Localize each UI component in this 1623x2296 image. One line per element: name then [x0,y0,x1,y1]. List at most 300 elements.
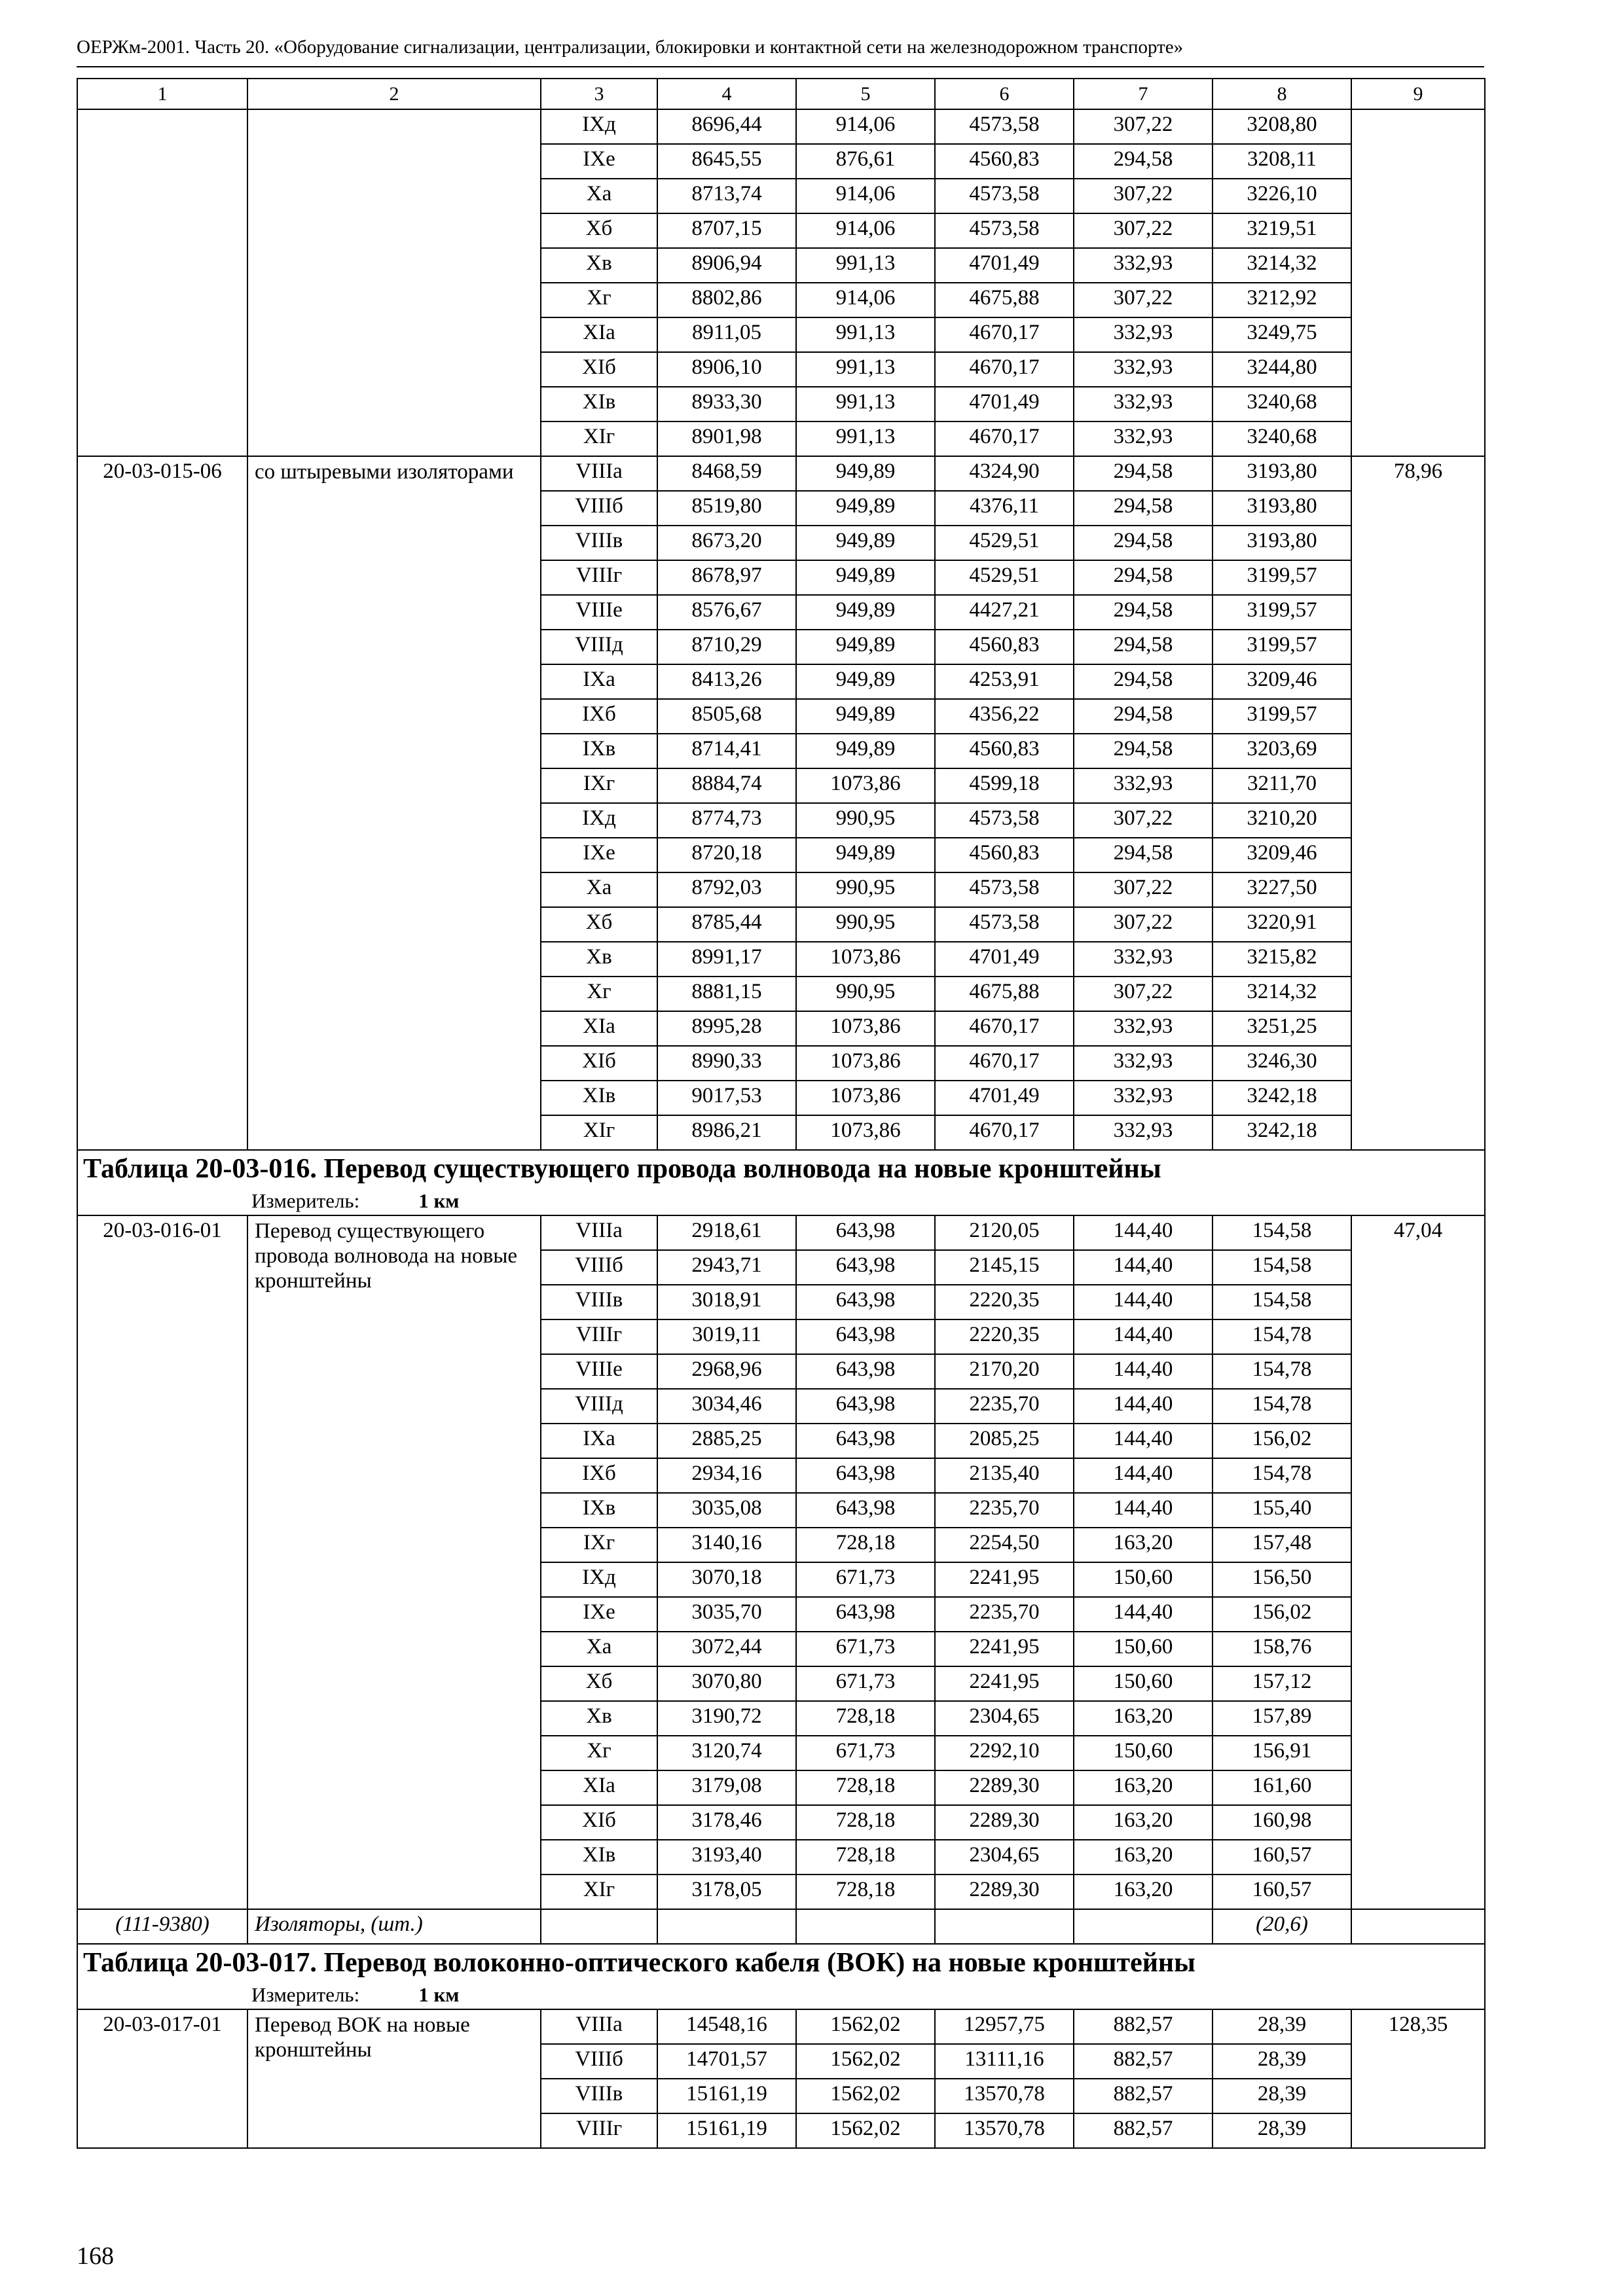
material-cell: 155,40 [1213,1493,1351,1528]
wage-cell: 914,06 [796,213,935,248]
item-code: 20-03-017-01 [77,2009,247,2148]
machine-cell: 2170,20 [935,1354,1074,1389]
wage-cell: 949,89 [796,734,935,768]
unit-value: 1 км [418,1189,460,1212]
zone-cell: IXд [541,1562,657,1597]
zone-cell: Xа [541,179,657,213]
total-cost-cell: 8505,68 [657,699,796,734]
table-title-row [77,1944,1485,1982]
table-row [77,109,1485,144]
unit-row [77,1982,1485,2009]
unit-label: Измеритель: [251,1189,360,1212]
driver-wage-cell: 144,40 [1074,1354,1213,1389]
total-cost-cell: 8990,33 [657,1046,796,1081]
machine-cell: 13111,16 [935,2044,1074,2079]
wage-cell: 728,18 [796,1701,935,1736]
material-cell: 154,78 [1213,1319,1351,1354]
driver-wage-cell: 294,58 [1074,699,1213,734]
total-cost-cell: 8413,26 [657,664,796,699]
driver-wage-cell: 163,20 [1074,1840,1213,1874]
total-cost-cell: 8710,29 [657,630,796,664]
wage-cell: 914,06 [796,179,935,213]
driver-wage-cell: 882,57 [1074,2009,1213,2044]
driver-wage-cell: 307,22 [1074,283,1213,317]
machine-cell: 4376,11 [935,491,1074,526]
zone-cell: Xг [541,977,657,1011]
material-cell: 3244,80 [1213,352,1351,387]
column-number: 1 [77,79,247,109]
wage-cell: 643,98 [796,1389,935,1424]
zone-cell: VIIIе [541,595,657,630]
zone-cell: VIIIг [541,1319,657,1354]
zone-cell: Xв [541,1701,657,1736]
machine-cell: 4560,83 [935,630,1074,664]
column-number: 8 [1213,79,1351,109]
total-cost-cell: 8774,73 [657,803,796,838]
zone-cell: VIIIд [541,1389,657,1424]
total-cost-cell: 8720,18 [657,838,796,872]
machine-cell: 4670,17 [935,1011,1074,1046]
total-cost-cell: 8933,30 [657,387,796,422]
total-cost-cell: 3179,08 [657,1770,796,1805]
zone-cell: IXг [541,1528,657,1562]
zone-cell: IXа [541,664,657,699]
zone-cell: IXа [541,1424,657,1458]
material-cell: 3193,80 [1213,491,1351,526]
empty-cell [1074,1909,1213,1944]
total-cost-cell: 8714,41 [657,734,796,768]
driver-wage-cell: 163,20 [1074,1874,1213,1909]
machine-cell: 2292,10 [935,1736,1074,1770]
material-code: (111-9380) [77,1909,247,1944]
machine-cell: 4573,58 [935,907,1074,942]
zone-cell: IXе [541,838,657,872]
item-name: Перевод существующего провода волновода на новые кронштейны [247,1215,541,1909]
zone-cell: Xв [541,942,657,977]
material-row [77,1909,1485,1944]
wage-cell: 991,13 [796,317,935,352]
empty-cell [935,1909,1074,1944]
unit-cell [77,1189,1485,1215]
wage-cell: 949,89 [796,456,935,491]
zone-cell: IXв [541,1493,657,1528]
table-title: Таблица 20-03-016. Перевод существующего провода волновода на новые кронштейны [77,1150,1485,1189]
machine-cell: 4701,49 [935,942,1074,977]
material-cell: 156,02 [1213,1597,1351,1632]
total-cost-cell: 9017,53 [657,1081,796,1115]
zone-cell: XIг [541,1874,657,1909]
material-name: Изоляторы, (шт.) [247,1909,541,1944]
driver-wage-cell: 294,58 [1074,664,1213,699]
material-cell: 28,39 [1213,2113,1351,2148]
wage-cell: 728,18 [796,1770,935,1805]
driver-wage-cell: 332,93 [1074,352,1213,387]
total-cost-cell: 8911,05 [657,317,796,352]
total-cost-cell: 8881,15 [657,977,796,1011]
column-number: 3 [541,79,657,109]
machine-cell: 12957,75 [935,2009,1074,2044]
driver-wage-cell: 144,40 [1074,1597,1213,1632]
total-cost-cell: 8901,98 [657,422,796,456]
wage-cell: 643,98 [796,1285,935,1319]
wage-cell: 1073,86 [796,1046,935,1081]
total-cost-cell: 3120,74 [657,1736,796,1770]
wage-cell: 728,18 [796,1805,935,1840]
material-cell: 3212,92 [1213,283,1351,317]
total-cost-cell: 8906,94 [657,248,796,283]
driver-wage-cell: 882,57 [1074,2044,1213,2079]
machine-cell: 2220,35 [935,1319,1074,1354]
machine-cell: 2289,30 [935,1805,1074,1840]
name-cell [247,109,541,456]
machine-cell: 4670,17 [935,352,1074,387]
code-cell [77,109,247,456]
driver-wage-cell: 332,93 [1074,1081,1213,1115]
empty-cell [796,1909,935,1944]
driver-wage-cell: 163,20 [1074,1805,1213,1840]
zone-cell: Xв [541,248,657,283]
machine-cell: 4427,21 [935,595,1074,630]
zone-cell: IXд [541,109,657,144]
driver-wage-cell: 144,40 [1074,1493,1213,1528]
material-cell: 157,89 [1213,1701,1351,1736]
wage-cell: 1562,02 [796,2009,935,2044]
zone-cell: Xг [541,1736,657,1770]
wage-cell: 949,89 [796,595,935,630]
total-cost-cell: 2918,61 [657,1215,796,1250]
total-cost-cell: 8576,67 [657,595,796,630]
price-table [77,78,1486,2149]
driver-wage-cell: 294,58 [1074,595,1213,630]
zone-cell: XIб [541,1805,657,1840]
material-cell: 3209,46 [1213,664,1351,699]
zone-cell: VIIIв [541,1285,657,1319]
item-code: 20-03-015-06 [77,456,247,1150]
material-cell: 160,57 [1213,1840,1351,1874]
zone-cell: XIв [541,387,657,422]
empty-cell [1351,1909,1485,1944]
material-cell: 3203,69 [1213,734,1351,768]
column-number: 6 [935,79,1074,109]
driver-wage-cell: 307,22 [1074,179,1213,213]
material-cell: 3199,57 [1213,630,1351,664]
item-code: 20-03-016-01 [77,1215,247,1909]
machine-cell: 2289,30 [935,1874,1074,1909]
wage-cell: 671,73 [796,1632,935,1666]
zone-cell: VIIIа [541,456,657,491]
page-number: 168 [77,2242,114,2270]
column-number: 2 [247,79,541,109]
machine-cell: 2145,15 [935,1250,1074,1285]
driver-wage-cell: 882,57 [1074,2079,1213,2113]
material-cell: 3214,32 [1213,977,1351,1011]
material-cell: 3208,80 [1213,109,1351,144]
machine-cell: 4701,49 [935,1081,1074,1115]
wage-cell: 949,89 [796,664,935,699]
machine-cell: 4599,18 [935,768,1074,803]
driver-wage-cell: 332,93 [1074,1046,1213,1081]
zone-cell: Xг [541,283,657,317]
item-name: со штыревыми изоляторами [247,456,541,1150]
driver-wage-cell: 307,22 [1074,213,1213,248]
zone-cell: IXб [541,1458,657,1493]
driver-wage-cell: 150,60 [1074,1736,1213,1770]
driver-wage-cell: 144,40 [1074,1458,1213,1493]
zone-cell: VIIIе [541,1354,657,1389]
total-cost-cell: 8995,28 [657,1011,796,1046]
labor-cell: 128,35 [1351,2009,1485,2148]
column-number: 5 [796,79,935,109]
machine-cell: 4529,51 [935,526,1074,560]
material-cell: 3214,32 [1213,248,1351,283]
driver-wage-cell: 294,58 [1074,491,1213,526]
machine-cell: 4573,58 [935,872,1074,907]
total-cost-cell: 8884,74 [657,768,796,803]
machine-cell: 13570,78 [935,2079,1074,2113]
material-cell: 3193,80 [1213,526,1351,560]
machine-cell: 4573,58 [935,109,1074,144]
total-cost-cell: 3070,18 [657,1562,796,1597]
driver-wage-cell: 163,20 [1074,1701,1213,1736]
machine-cell: 4529,51 [935,560,1074,595]
wage-cell: 671,73 [796,1666,935,1701]
material-cell: 3246,30 [1213,1046,1351,1081]
machine-cell: 4324,90 [935,456,1074,491]
total-cost-cell: 3070,80 [657,1666,796,1701]
driver-wage-cell: 332,93 [1074,942,1213,977]
machine-cell: 4560,83 [935,838,1074,872]
machine-cell: 13570,78 [935,2113,1074,2148]
machine-cell: 4670,17 [935,1046,1074,1081]
driver-wage-cell: 150,60 [1074,1562,1213,1597]
wage-cell: 914,06 [796,283,935,317]
zone-cell: VIIIб [541,1250,657,1285]
zone-cell: VIIIд [541,630,657,664]
table-row [77,1215,1485,1250]
material-cell: 3240,68 [1213,387,1351,422]
zone-cell: XIв [541,1081,657,1115]
machine-cell: 2085,25 [935,1424,1074,1458]
labor-cell [1351,109,1485,456]
material-cell: 3251,25 [1213,1011,1351,1046]
material-cell: 3219,51 [1213,213,1351,248]
wage-cell: 990,95 [796,803,935,838]
wage-cell: 643,98 [796,1424,935,1458]
total-cost-cell: 3035,70 [657,1597,796,1632]
unit-cell [77,1982,1485,2009]
labor-cell: 47,04 [1351,1215,1485,1909]
zone-cell: XIа [541,317,657,352]
total-cost-cell: 3193,40 [657,1840,796,1874]
machine-cell: 2135,40 [935,1458,1074,1493]
zone-cell: VIIIа [541,2009,657,2044]
machine-cell: 2241,95 [935,1666,1074,1701]
driver-wage-cell: 332,93 [1074,1115,1213,1150]
zone-cell: XIб [541,1046,657,1081]
machine-cell: 4701,49 [935,248,1074,283]
column-number-row [77,79,1485,109]
material-cell: 156,91 [1213,1736,1351,1770]
machine-cell: 4253,91 [935,664,1074,699]
wage-cell: 728,18 [796,1528,935,1562]
machine-cell: 2120,05 [935,1215,1074,1250]
zone-cell: Xб [541,1666,657,1701]
zone-cell: XIг [541,422,657,456]
machine-cell: 2235,70 [935,1389,1074,1424]
total-cost-cell: 15161,19 [657,2079,796,2113]
total-cost-cell: 8792,03 [657,872,796,907]
column-number: 7 [1074,79,1213,109]
driver-wage-cell: 144,40 [1074,1215,1213,1250]
zone-cell: XIг [541,1115,657,1150]
machine-cell: 2241,95 [935,1562,1074,1597]
labor-cell: 78,96 [1351,456,1485,1150]
driver-wage-cell: 332,93 [1074,422,1213,456]
driver-wage-cell: 307,22 [1074,872,1213,907]
machine-cell: 4701,49 [935,387,1074,422]
wage-cell: 643,98 [796,1319,935,1354]
material-cell: 158,76 [1213,1632,1351,1666]
total-cost-cell: 3178,46 [657,1805,796,1840]
zone-cell: VIIIг [541,2113,657,2148]
total-cost-cell: 8906,10 [657,352,796,387]
wage-cell: 1562,02 [796,2113,935,2148]
wage-cell: 949,89 [796,630,935,664]
total-cost-cell: 8696,44 [657,109,796,144]
total-cost-cell: 8673,20 [657,526,796,560]
material-cell: 154,78 [1213,1354,1351,1389]
driver-wage-cell: 332,93 [1074,248,1213,283]
material-cell: 3193,80 [1213,456,1351,491]
total-cost-cell: 3190,72 [657,1701,796,1736]
driver-wage-cell: 307,22 [1074,907,1213,942]
zone-cell: IXе [541,144,657,179]
total-cost-cell: 3019,11 [657,1319,796,1354]
driver-wage-cell: 150,60 [1074,1666,1213,1701]
driver-wage-cell: 882,57 [1074,2113,1213,2148]
total-cost-cell: 3178,05 [657,1874,796,1909]
material-cell: 160,98 [1213,1805,1351,1840]
driver-wage-cell: 307,22 [1074,803,1213,838]
zone-cell: XIа [541,1011,657,1046]
material-cell: 3215,82 [1213,942,1351,977]
zone-cell: VIIIв [541,526,657,560]
empty-cell [541,1909,657,1944]
zone-cell: Xб [541,213,657,248]
table-title: Таблица 20-03-017. Перевод волоконно-оптического кабеля (ВОК) на новые кронштейны [77,1944,1485,1982]
machine-cell: 2304,65 [935,1840,1074,1874]
material-cell: 154,58 [1213,1215,1351,1250]
zone-cell: XIа [541,1770,657,1805]
wage-cell: 990,95 [796,872,935,907]
driver-wage-cell: 332,93 [1074,1011,1213,1046]
zone-cell: VIIIб [541,2044,657,2079]
total-cost-cell: 15161,19 [657,2113,796,2148]
material-cell: 156,50 [1213,1562,1351,1597]
wage-cell: 949,89 [796,526,935,560]
driver-wage-cell: 294,58 [1074,838,1213,872]
total-cost-cell: 3140,16 [657,1528,796,1562]
item-name: Перевод ВОК на новые кронштейны [247,2009,541,2148]
wage-cell: 949,89 [796,491,935,526]
table-title-row [77,1150,1485,1189]
driver-wage-cell: 163,20 [1074,1528,1213,1562]
wage-cell: 914,06 [796,109,935,144]
machine-cell: 2235,70 [935,1597,1074,1632]
wage-cell: 643,98 [796,1597,935,1632]
total-cost-cell: 8678,97 [657,560,796,595]
machine-cell: 4560,83 [935,734,1074,768]
driver-wage-cell: 144,40 [1074,1389,1213,1424]
total-cost-cell: 8519,80 [657,491,796,526]
machine-cell: 4573,58 [935,179,1074,213]
material-cell: 3211,70 [1213,768,1351,803]
zone-cell: VIIIа [541,1215,657,1250]
material-cell: 3220,91 [1213,907,1351,942]
total-cost-cell: 8645,55 [657,144,796,179]
zone-cell: Xа [541,1632,657,1666]
wage-cell: 1562,02 [796,2044,935,2079]
material-cell: 3210,20 [1213,803,1351,838]
machine-cell: 2289,30 [935,1770,1074,1805]
total-cost-cell: 8802,86 [657,283,796,317]
driver-wage-cell: 332,93 [1074,317,1213,352]
wage-cell: 991,13 [796,387,935,422]
wage-cell: 643,98 [796,1458,935,1493]
wage-cell: 643,98 [796,1354,935,1389]
machine-cell: 4560,83 [935,144,1074,179]
material-cell: 3199,57 [1213,699,1351,734]
machine-cell: 4670,17 [935,317,1074,352]
material-cell: 28,39 [1213,2044,1351,2079]
zone-cell: XIб [541,352,657,387]
total-cost-cell: 3034,46 [657,1389,796,1424]
unit-row [77,1189,1485,1215]
driver-wage-cell: 332,93 [1074,387,1213,422]
header-rule [77,66,1484,67]
table-row [77,456,1485,491]
wage-cell: 643,98 [796,1215,935,1250]
total-cost-cell: 14548,16 [657,2009,796,2044]
wage-cell: 991,13 [796,248,935,283]
material-cell: 28,39 [1213,2079,1351,2113]
material-cell: 3199,57 [1213,560,1351,595]
wage-cell: 949,89 [796,838,935,872]
material-cell: 154,58 [1213,1285,1351,1319]
material-qty: (20,6) [1213,1909,1351,1944]
total-cost-cell: 8991,17 [657,942,796,977]
driver-wage-cell: 294,58 [1074,526,1213,560]
driver-wage-cell: 294,58 [1074,630,1213,664]
total-cost-cell: 3072,44 [657,1632,796,1666]
wage-cell: 876,61 [796,144,935,179]
total-cost-cell: 8707,15 [657,213,796,248]
total-cost-cell: 14701,57 [657,2044,796,2079]
total-cost-cell: 8713,74 [657,179,796,213]
machine-cell: 4573,58 [935,803,1074,838]
zone-cell: VIIIг [541,560,657,595]
machine-cell: 4356,22 [935,699,1074,734]
material-cell: 160,57 [1213,1874,1351,1909]
zone-cell: VIIIв [541,2079,657,2113]
wage-cell: 991,13 [796,422,935,456]
driver-wage-cell: 307,22 [1074,109,1213,144]
machine-cell: 2254,50 [935,1528,1074,1562]
wage-cell: 991,13 [796,352,935,387]
material-cell: 154,58 [1213,1250,1351,1285]
driver-wage-cell: 144,40 [1074,1319,1213,1354]
wage-cell: 671,73 [796,1562,935,1597]
